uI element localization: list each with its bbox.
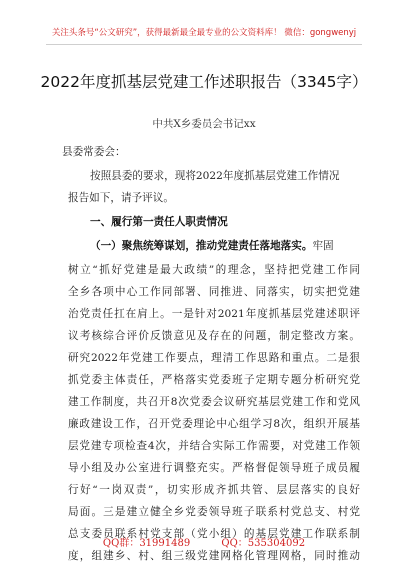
paragraph-line: 总支委员联系村党支部（党小组）的基层党建工作联系制	[68, 528, 360, 540]
document-author: 中共X乡委员会书记xx	[152, 118, 256, 130]
subsection-heading: （一）聚焦统筹谋划，推动党建责任落地落实。	[90, 240, 313, 252]
paragraph-line: 建工作制度，共召开8次党委会议研究基层党建工作和党风	[68, 396, 360, 408]
paragraph-line: 研究2022年党建工作要点，理清工作思路和重点。二是狠	[68, 352, 360, 364]
paragraph-line: 树立“抓好党建是最大政绩”的理念，坚持把党建工作同	[68, 264, 360, 276]
paragraph-line: 抓党委主体责任，严格落实党委班子定期专题分析研究党	[68, 374, 360, 386]
header-divider	[46, 44, 362, 45]
subsection-line	[68, 236, 360, 256]
qq-group: QQ群：31991489	[102, 538, 191, 549]
footer	[0, 534, 408, 549]
paragraph-line: 度，组建乡、村、组三级党建网格化管理网格，同时推动	[68, 550, 360, 562]
paragraph-line: 导小组及办公室进行调整充实。严格督促领导班子成员履	[68, 462, 360, 474]
paragraph-line: 议考核综合评价反馈意见及存在的问题，制定整改方案。	[68, 330, 360, 342]
paragraph-line: 全乡各项中心工作同部署、同推进、同落实，切实把党建	[68, 286, 360, 298]
paragraph-line: 局面。三是建立健全乡党委领导班子联系村党总支、村党	[68, 506, 360, 518]
intro-line: 报告如下，请予评议。	[68, 192, 174, 204]
paragraph-line: 治党责任扛在肩上。一是针对2021年度抓基层党建述职评	[68, 308, 360, 320]
paragraph-line: 层党建专项检查4次，并结合实际工作需要，对党建工作领	[68, 440, 360, 452]
section-heading: 一、履行第一责任人职责情况	[90, 216, 228, 228]
salutation: 县委常委会：	[62, 146, 126, 158]
intro-line: 按照县委的要求，现将2022年度抓基层党建工作情况	[90, 170, 340, 182]
header-banner: 关注头条号“公文研究”，获得最新最全最专业的公文资料库！ 微信：gongwenyj	[51, 28, 357, 38]
subsection-lead: 牢固	[312, 240, 334, 252]
document-title: 2022年度抓基层党建工作述职报告（3345字）	[40, 73, 368, 91]
paragraph-line: 廉政建设工作，召开党委理论中心组学习8次，组织开展基	[68, 418, 360, 430]
paragraph-line: 行好“一岗双责”，切实形成齐抓共管、层层落实的良好	[68, 484, 360, 496]
qq-contact: QQ：535304092	[221, 538, 306, 549]
